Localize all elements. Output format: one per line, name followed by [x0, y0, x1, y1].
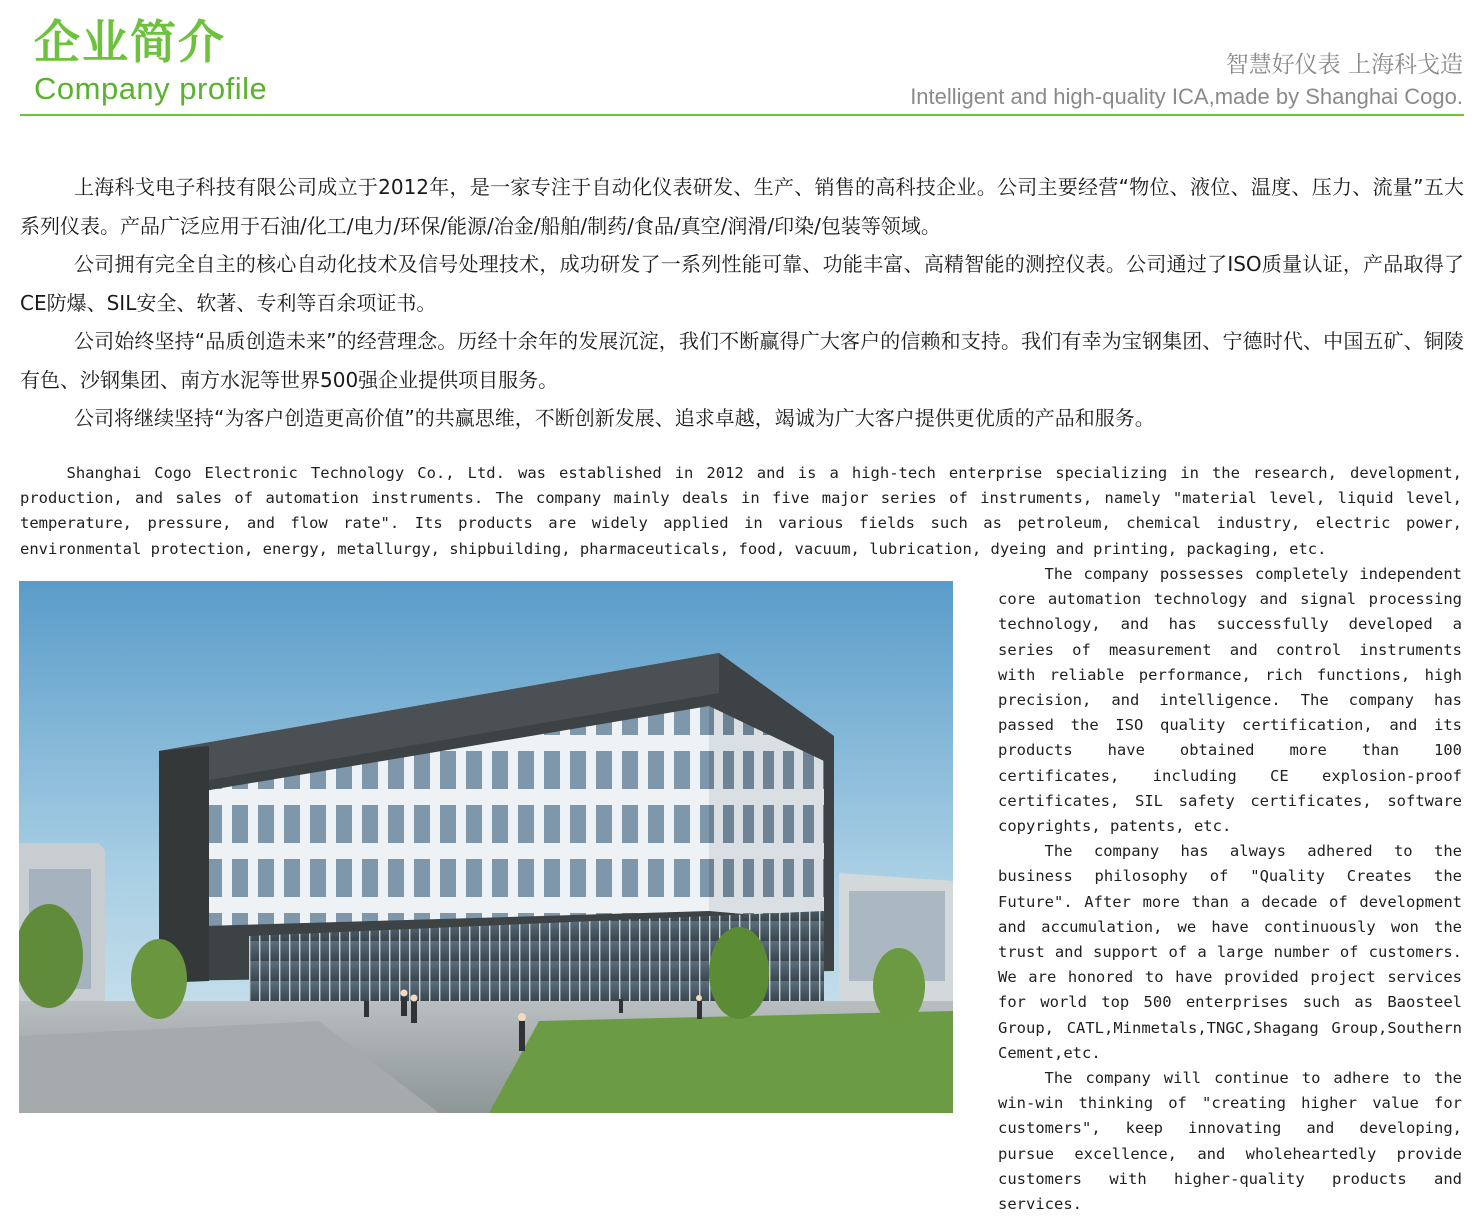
english-side-text: [998, 562, 1462, 1217]
chinese-profile-text: [20, 168, 1464, 438]
chinese-paragraph: 公司拥有完全自主的核心自动化技术及信号处理技术，成功研发了一系列性能可靠、功能丰富、高精智能的测控仪表。公司通过了ISO质量认证，产品取得了CE防爆、SIL安全、软著、专利等百余项证书。: [20, 252, 1464, 315]
english-intro-paragraph: Shanghai Cogo Electronic Technology Co., Ltd. was established in 2012 and is a high-tech enterprise specializing in the research, development, production, and sales of automation instruments. The company mainly deals in five major series of instruments, namely "material level, liquid level, temperature, pressure, and flow rate". Its products are widely applied in various fields such as petroleum, chemical industry, electric power, environmental protection, energy, metallurgy, shipbuilding, pharmaceuticals, food, vacuum, lubrication, dyeing and printing, packaging, etc.: [20, 464, 1462, 558]
slogan-chinese: 智慧好仪表 上海科戈造: [1225, 52, 1463, 78]
page-title-english: Company profile: [34, 71, 268, 106]
chinese-paragraph: 公司始终坚持“品质创造未来”的经营理念。历经十余年的发展沉淀，我们不断赢得广大客户的信赖和支持。我们有幸为宝钢集团、宁德时代、中国五矿、铜陵有色、沙钢集团、南方水泥等世界500强企业提供项目服务。: [20, 329, 1464, 392]
chinese-paragraph: 上海科戈电子科技有限公司成立于2012年，是一家专注于自动化仪表研发、生产、销售的高科技企业。公司主要经营“物位、液位、温度、压力、流量”五大系列仪表。产品广泛应用于石油/化工/电力/环保/能源/冶金/船舶/制药/食品/真空/润滑/印染/包装等领域。: [20, 175, 1464, 238]
company-building-image: [19, 581, 953, 1113]
english-paragraph: The company will continue to adhere to the win-win thinking of "creating higher value for customers", keep innovating and developing, pursue excellence, and wholeheartedly provide customers with higher-quality products and services.: [998, 1069, 1462, 1214]
english-paragraph: The company has always adhered to the business philosophy of "Quality Creates the Future". After more than a decade of development and accumulation, we have continuously won the trust and support of a large number of customers. We are honored to have provided project services for world top 500 enterprises such as Baosteel Group, CATL,Minmetals,TNGC,Shagang Group,Southern Cement,etc.: [998, 842, 1462, 1062]
page-title-chinese: 企业简介: [34, 15, 226, 69]
english-paragraph: The company possesses completely independent core automation technology and signal processing technology, and has successfully developed a series of measurement and control instruments with reliable performance, rich functions, high precision, and intelligence. The company has passed the ISO quality certification, and its products have obtained more than 100 certificates, including CE explosion-proof certificates, SIL safety certificates, software copyrights, patents, etc.: [998, 565, 1462, 836]
slogan-english: Intelligent and high-quality ICA,made by Shanghai Cogo.: [910, 84, 1463, 109]
header-divider: [20, 114, 1464, 116]
chinese-paragraph: 公司将继续坚持“为客户创造更高价值”的共赢思维，不断创新发展、追求卓越，竭诚为广大客户提供更优质的产品和服务。: [74, 406, 1155, 430]
